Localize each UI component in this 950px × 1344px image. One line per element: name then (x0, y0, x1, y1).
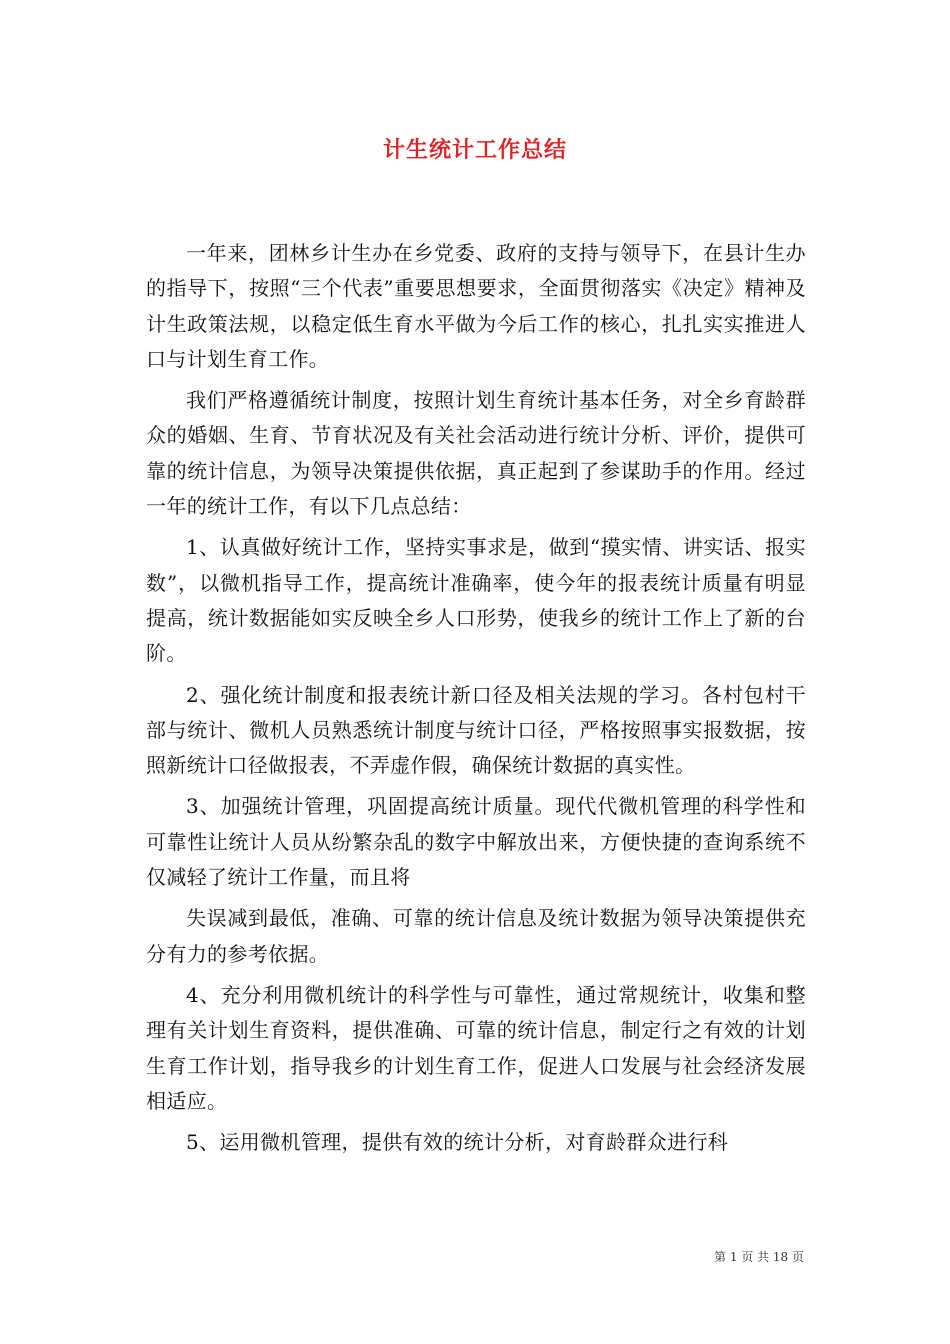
paragraph-point-2: 2、强化统计制度和报表统计新口径及相关法规的学习。各村包村干部与统计、微机人员熟悉统计制度与统计口径，严格按照事实报数据，按照新统计口径做报表，不弄虚作假，确保统计数据的真实性。 (146, 682, 806, 778)
page-number-footer: 第 1 页 共 18 页 (714, 1250, 804, 1264)
paragraph-point-4: 4、充分利用微机统计的科学性与可靠性，通过常规统计，收集和整理有关计划生育资料，提供准确、可靠的统计信息，制定行之有效的计划生育工作计划，指导我乡的计划生育工作，促进人口发展与社会经济发展相适应。 (146, 982, 806, 1113)
paragraph-point-3: 3、加强统计管理，巩固提高统计质量。现代代微机管理的科学性和可靠性让统计人员从纷繁杂乱的数字中解放出来，方便快捷的查询系统不仅减轻了统计工作量，而且将 (146, 794, 806, 890)
paragraph-statistics-system: 我们严格遵循统计制度，按照计划生育统计基本任务，对全乡育龄群众的婚姻、生育、节育状况及有关社会活动进行统计分析、评价，提供可靠的统计信息，为领导决策提供依据，真正起到了参谋助手的作用。经过一年的统计工作，有以下几点总结： (146, 388, 806, 519)
paragraph-point-5: 5、运用微机管理，提供有效的统计分析，对育龄群众进行科 (186, 1130, 729, 1155)
document-title: 计生统计工作总结 (382, 137, 567, 163)
paragraph-point-3-continued: 失误减到最低，准确、可靠的统计信息及统计数据为领导决策提供充分有力的参考依据。 (146, 906, 806, 966)
paragraph-point-1: 1、认真做好统计工作，坚持实事求是，做到“摸实情、讲实话、报实数”，以微机指导工作，提高统计准确率，使今年的报表统计质量有明显提高，统计数据能如实反映全乡人口形势，使我乡的统计工作上了新的台阶。 (146, 535, 806, 666)
paragraph-intro: 一年来，团林乡计生办在乡党委、政府的支持与领导下，在县计生办的指导下，按照“三个代表”重要思想要求，全面贯彻落实《决定》精神及计生政策法规，以稳定低生育水平做为今后工作的核心，扎扎实实推进人口与计划生育工作。 (146, 241, 806, 371)
document-body (146, 236, 806, 1160)
